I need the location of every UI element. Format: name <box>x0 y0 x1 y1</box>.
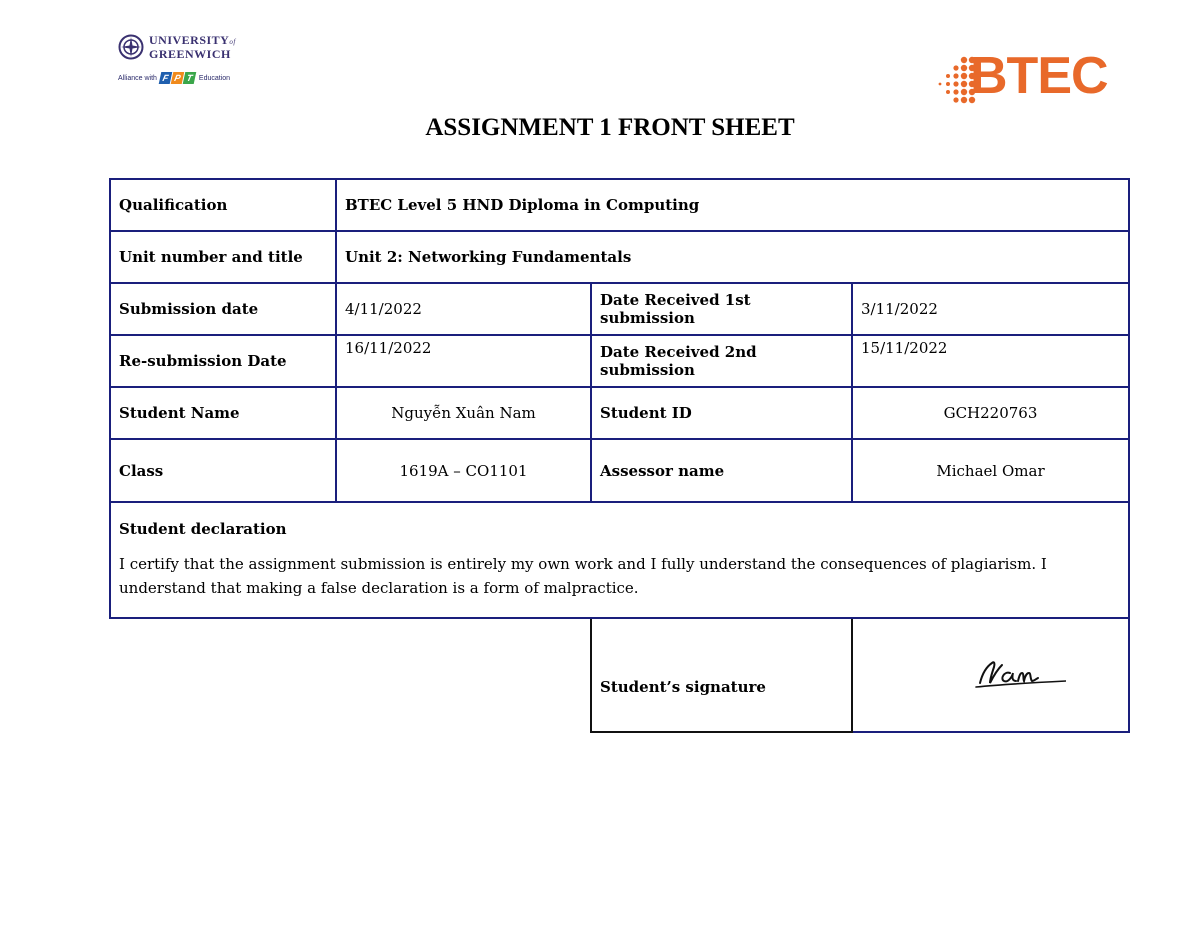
front-sheet-table <box>109 178 1130 733</box>
btec-wordmark: BTEC <box>970 47 1108 105</box>
class-label: Class <box>110 439 336 502</box>
submission-date-value: 4/11/2022 <box>336 283 591 335</box>
student-id-value: GCH220763 <box>852 387 1129 439</box>
declaration-text: I certify that the assignment submission is entirely my own work and I fully understand the consequences of plagiarism. I understand that making a false declaration is a form of malpractice. <box>119 555 1047 597</box>
unit-value: Unit 2: Networking Fundamentals <box>336 231 1129 283</box>
alliance-prefix: Alliance with <box>118 74 157 82</box>
signature-label: Student’s signature <box>591 618 852 732</box>
table-row <box>110 335 1129 387</box>
signature-cell <box>852 618 1129 732</box>
empty-cell <box>110 618 591 732</box>
alliance-suffix: Education <box>198 74 231 82</box>
university-name-of: of <box>229 38 236 46</box>
qualification-value: BTEC Level 5 HND Diploma in Computing <box>336 179 1129 231</box>
alliance-line <box>118 72 248 84</box>
class-value: 1619A – CO1101 <box>336 439 591 502</box>
assessor-name-value: Michael Omar <box>852 439 1129 502</box>
university-logo <box>118 34 248 94</box>
student-name-label: Student Name <box>110 387 336 439</box>
university-name-line2: GREENWICH <box>149 47 231 61</box>
resubmission-date-value: 16/11/2022 <box>336 335 591 387</box>
resubmission-date-label: Re-submission Date <box>110 335 336 387</box>
date-received-1st-label: Date Received 1st submission <box>591 283 852 335</box>
fpt-letter-t: T <box>183 72 197 84</box>
table-row <box>110 502 1129 618</box>
university-name-line1: UNIVERSITY <box>149 33 230 47</box>
declaration-cell <box>110 502 1129 618</box>
university-crest-icon <box>118 34 144 60</box>
date-received-1st-value: 3/11/2022 <box>852 283 1129 335</box>
fpt-letter-f: F <box>159 72 173 84</box>
assessor-name-label: Assessor name <box>591 439 852 502</box>
declaration-heading: Student declaration <box>119 520 287 538</box>
qualification-label: Qualification <box>110 179 336 231</box>
table-row <box>110 618 1129 732</box>
student-name-value: Nguyễn Xuân Nam <box>336 387 591 439</box>
page-title: ASSIGNMENT 1 FRONT SHEET <box>425 114 795 141</box>
table-row <box>110 179 1129 231</box>
unit-label: Unit number and title <box>110 231 336 283</box>
table-row <box>110 231 1129 283</box>
table-row <box>110 283 1129 335</box>
fpt-logo <box>160 72 196 84</box>
btec-logo <box>936 47 1126 110</box>
student-id-label: Student ID <box>591 387 852 439</box>
table-row <box>110 439 1129 502</box>
handwritten-signature <box>916 645 1066 705</box>
date-received-2nd-value: 15/11/2022 <box>852 335 1129 387</box>
table-row <box>110 387 1129 439</box>
fpt-letter-p: P <box>171 72 185 84</box>
date-received-2nd-label: Date Received 2nd submission <box>591 335 852 387</box>
submission-date-label: Submission date <box>110 283 336 335</box>
